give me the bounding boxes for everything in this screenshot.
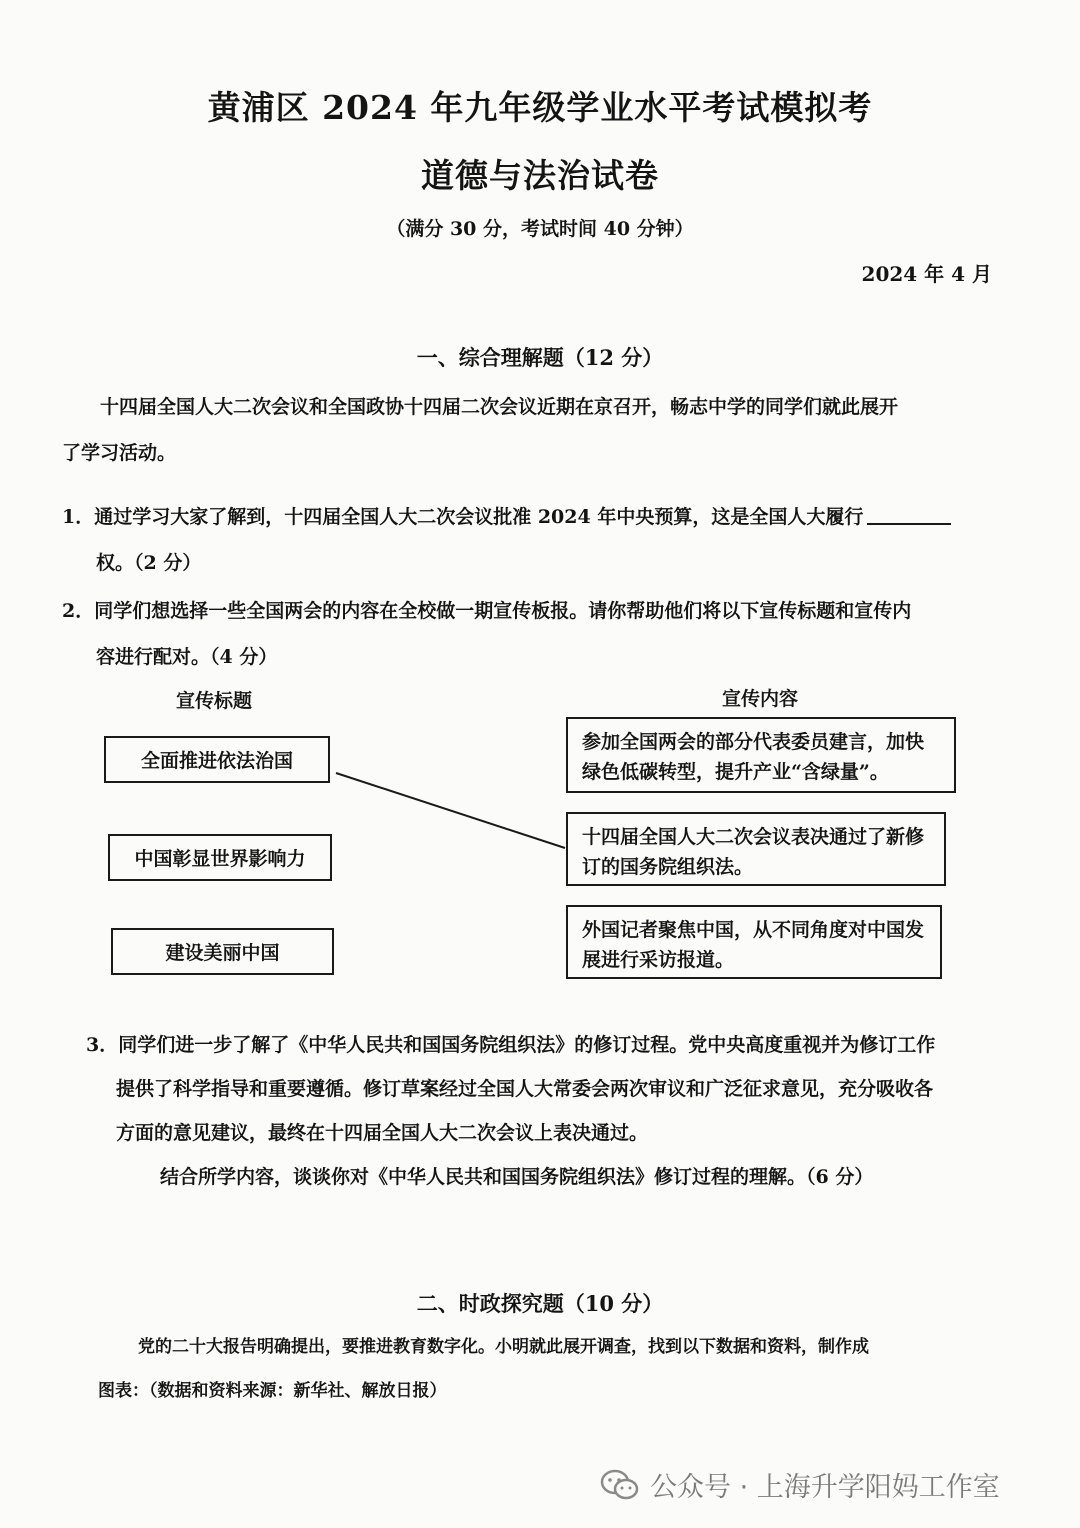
content-box-state-council-law[interactable]: 十四届全国人大二次会议表决通过了新修订的国务院组织法。 — [566, 812, 946, 886]
question-3-line3: 方面的意见建议，最终在十四届全国人大二次会议上表决通过。 — [116, 1122, 649, 1144]
matching-line — [336, 773, 565, 848]
title-box-beautiful-china[interactable]: 建设美丽中国 — [111, 928, 334, 975]
question-3-line4: 结合所学内容，谈谈你对《中华人民共和国国务院组织法》修订过程的理解。（6 分） — [160, 1166, 874, 1188]
watermark-text: 公众号 · 上海升学阳妈工作室 — [650, 1472, 1000, 1503]
titles-column-header: 宣传标题 — [176, 690, 253, 712]
exam-date: 2024 年 4 月 — [861, 262, 992, 286]
question-1-line2: 权。（2 分） — [96, 552, 202, 574]
exam-title: 黄浦区 2024 年九年级学业水平考试模拟考 — [207, 88, 873, 127]
section1-intro-line1: 十四届全国人大二次会议和全国政协十四届二次会议近期在京召开，畅志中学的同学们就此展开 — [100, 396, 899, 418]
question-2-line2: 容进行配对。（4 分） — [96, 646, 278, 668]
section2-line1: 党的二十大报告明确提出，要推进教育数字化。小明就此展开调查，找到以下数据和资料，制作成 — [138, 1337, 869, 1357]
section1-intro-line2: 了学习活动。 — [62, 442, 177, 464]
title-box-rule-of-law[interactable]: 全面推进依法治国 — [104, 736, 330, 783]
content-box-green[interactable]: 参加全国两会的部分代表委员建言，加快绿色低碳转型，提升产业“含绿量”。 — [566, 717, 956, 793]
question-3-line1: 3．同学们进一步了解了《中华人民共和国国务院组织法》的修订过程。党中央高度重视并为修订工作 — [86, 1034, 936, 1056]
contents-column-header: 宣传内容 — [722, 688, 799, 710]
section2-heading: 二、时政探究题（10 分） — [416, 1291, 664, 1316]
watermark — [600, 1465, 1000, 1504]
wechat-icon — [600, 1468, 640, 1502]
exam-info: （满分 30 分，考试时间 40 分钟） — [386, 218, 694, 240]
exam-subject: 道德与法治试卷 — [421, 156, 659, 195]
title-box-world-influence[interactable]: 中国彰显世界影响力 — [108, 834, 332, 881]
section1-heading: 一、综合理解题（12 分） — [416, 345, 664, 370]
question-3-line2: 提供了科学指导和重要遵循。修订草案经过全国人大常委会两次审议和广泛征求意见，充分吸收各 — [116, 1078, 934, 1100]
content-box-foreign-reporters[interactable]: 外国记者聚焦中国，从不同角度对中国发展进行采访报道。 — [566, 905, 942, 979]
question-1-text: 1．通过学习大家了解到，十四届全国人大二次会议批准 2024 年中央预算，这是全国人大履行 — [62, 506, 864, 528]
question-2-line1: 2．同学们想选择一些全国两会的内容在全校做一期宣传板报。请你帮助他们将以下宣传标题和宣传内 — [62, 600, 912, 622]
section2-line2: 图表：（数据和资料来源：新华社、解放日报） — [98, 1381, 447, 1401]
